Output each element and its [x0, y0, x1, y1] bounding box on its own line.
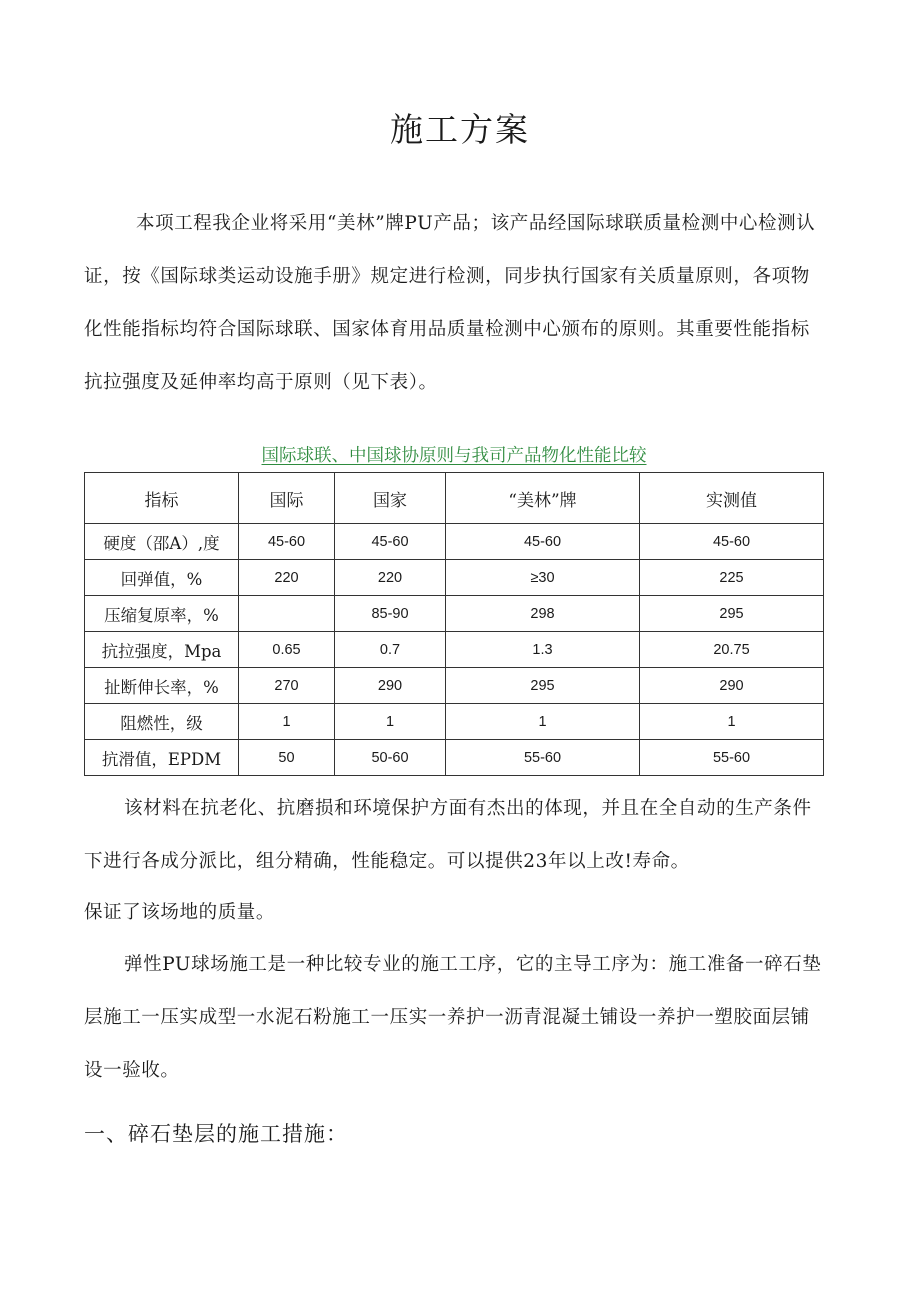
- row-label: 抗拉强度，Mpa: [85, 632, 239, 668]
- table-row: [85, 740, 824, 776]
- cell-national: 45-60: [335, 524, 446, 560]
- cell-national: 0.7: [335, 632, 446, 668]
- section-heading: 一、碎石垫层的施工措施：: [84, 1122, 348, 1146]
- table-row: [85, 704, 824, 740]
- cell-international: 270: [239, 668, 335, 704]
- row-label: 阻燃性，级: [85, 704, 239, 740]
- table-row: [85, 668, 824, 704]
- table-row: [85, 560, 824, 596]
- cell-national: 50-60: [335, 740, 446, 776]
- row-label: 抗滑值，EPDM: [85, 740, 239, 776]
- cell-measured: 1: [640, 704, 824, 740]
- cell-international: 45-60: [239, 524, 335, 560]
- cell-meilin: 45-60: [446, 524, 640, 560]
- cell-national: 85-90: [335, 596, 446, 632]
- cell-meilin: 295: [446, 668, 640, 704]
- cell-meilin: 1: [446, 704, 640, 740]
- table-caption: 国际球联、中国球协原则与我司产品物化性能比较: [261, 446, 647, 466]
- table-row: [85, 596, 824, 632]
- document-title: 施工方案: [390, 110, 530, 149]
- cell-national: 290: [335, 668, 446, 704]
- table-row: [85, 524, 824, 560]
- cell-measured: 55-60: [640, 740, 824, 776]
- cell-international: 220: [239, 560, 335, 596]
- header-measured: 实测值: [640, 473, 824, 524]
- intro-paragraph: 本项工程我企业将采用“美林”牌PU产品；该产品经国际球联质量检测中心检测认证，按《国际球类运动设施手册》规定进行检测，同步执行国家有关质量原则，各项物化性能指标均符合国际球联、国家体育用品质量检测中心颁布的原则。其重要性能指标抗拉强度及延伸率均高于原则（见下表）。: [84, 213, 816, 393]
- cell-meilin: ≥30: [446, 560, 640, 596]
- row-label: 回弹值，%: [85, 560, 239, 596]
- cell-national: 220: [335, 560, 446, 596]
- row-label: 硬度（邵A）,度: [85, 524, 239, 560]
- header-indicator: 指标: [85, 473, 239, 524]
- cell-measured: 45-60: [640, 524, 824, 560]
- cell-international: 1: [239, 704, 335, 740]
- quality-paragraph: 保证了该场地的质量。: [84, 902, 276, 923]
- cell-international: [239, 596, 335, 632]
- cell-meilin: 298: [446, 596, 640, 632]
- cell-international: 50: [239, 740, 335, 776]
- table-header-row: [85, 473, 824, 524]
- comparison-table: [84, 472, 824, 776]
- cell-measured: 20.75: [640, 632, 824, 668]
- header-international: 国际: [239, 473, 335, 524]
- cell-national: 1: [335, 704, 446, 740]
- cell-measured: 225: [640, 560, 824, 596]
- table-row: [85, 632, 824, 668]
- process-paragraph: 弹性PU球场施工是一种比较专业的施工工序，它的主导工序为：施工准备一碎石垫层施工一压实成型一水泥石粉施工一压实一养护一沥青混凝土铺设一养护一塑胶面层铺设一验收。: [84, 954, 822, 1081]
- row-label: 压缩复原率，%: [85, 596, 239, 632]
- cell-measured: 295: [640, 596, 824, 632]
- material-paragraph: 该材料在抗老化、抗磨损和环境保护方面有杰出的体现，并且在全自动的生产条件下进行各成分派比，组分精确，性能稳定。可以提供23年以上改!寿命。: [84, 798, 812, 872]
- cell-meilin: 55-60: [446, 740, 640, 776]
- cell-international: 0.65: [239, 632, 335, 668]
- header-meilin-brand: “美林”牌: [446, 473, 640, 524]
- row-label: 扯断伸长率，%: [85, 668, 239, 704]
- header-national: 国家: [335, 473, 446, 524]
- cell-meilin: 1.3: [446, 632, 640, 668]
- cell-measured: 290: [640, 668, 824, 704]
